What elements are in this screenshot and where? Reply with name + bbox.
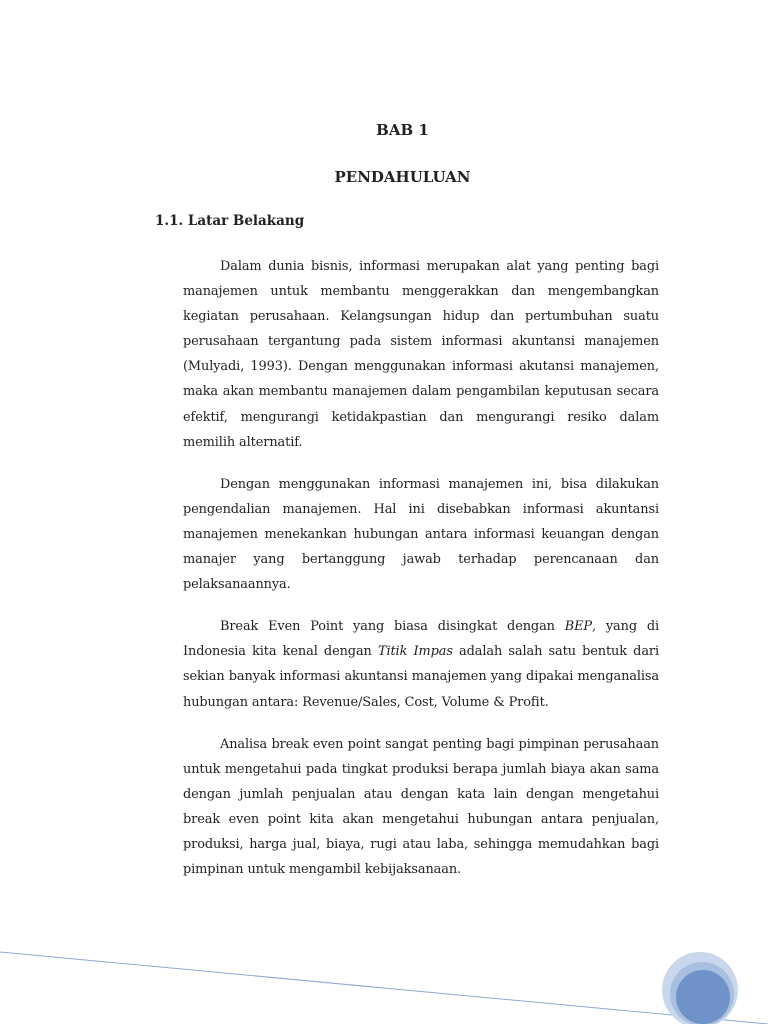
paragraph-3 — [183, 614, 659, 714]
paragraph-3-text-3: adalah salah satu bentuk dari sekian banyak informasi akuntansi manajemen yang dipakai menganalisa hubungan antara: Revenue/Sales, Cost, Volume & Profit. — [183, 644, 659, 710]
paragraph-1: Dalam dunia bisnis, informasi merupakan alat yang penting bagi manajemen untuk membantu menggerakkan dan mengembangkan kegiatan perusahaan. Kelangsungan hidup dan pertumbuhan suatu perusahaan tergantung pada sistem informasi akuntansi manajemen (Mulyadi, 1993). Dengan menggunakan informasi akutansi manajemen, maka akan membantu manajemen dalam pengambilan keputusan secara efektif, mengurangi ketidakpastian dan mengurangi resiko dalam memilih alternatif. — [183, 259, 659, 450]
paragraph-3-text-1: Break Even Point yang biasa disingkat dengan — [220, 619, 565, 635]
paragraph-4: Analisa break even point sangat penting bagi pimpinan perusahaan untuk mengetahui pada tingkat produksi berapa jumlah biaya akan sama dengan jumlah penjualan atau dengan kata lain dengan mengetahui break even point kita akan mengetahui hubungan antara penjualan, produksi, harga jual, biaya, rugi atau laba, sehingga memudahkan bagi pimpinan untuk mengambil kebijaksanaan. — [183, 736, 659, 878]
chapter-subtitle: PENDAHULUAN — [334, 168, 471, 186]
paragraph-3-emphasis-bep: BEP — [564, 619, 592, 635]
chapter-title: BAB 1 — [376, 121, 429, 139]
paragraph-3-emphasis-titik-impas: Titik Impas — [377, 644, 453, 660]
footer-decoration — [0, 930, 768, 1024]
paragraph-3-text-2: , yang di Indonesia kita kenal dengan — [183, 619, 660, 660]
concentric-circles-ornament-icon — [662, 952, 738, 1024]
body-text — [183, 254, 659, 899]
footer-divider-line — [0, 952, 768, 1024]
section-heading: 1.1. Latar Belakang — [155, 213, 305, 229]
paragraph-2: Dengan menggunakan informasi manajemen ini, bisa dilakukan pengendalian manajemen. Hal ini disebabkan informasi akuntansi manajemen menekankan hubungan antara informasi keuangan dengan manajer yang bertanggung jawab terhadap perencanaan dan pelaksanaannya. — [183, 476, 659, 593]
